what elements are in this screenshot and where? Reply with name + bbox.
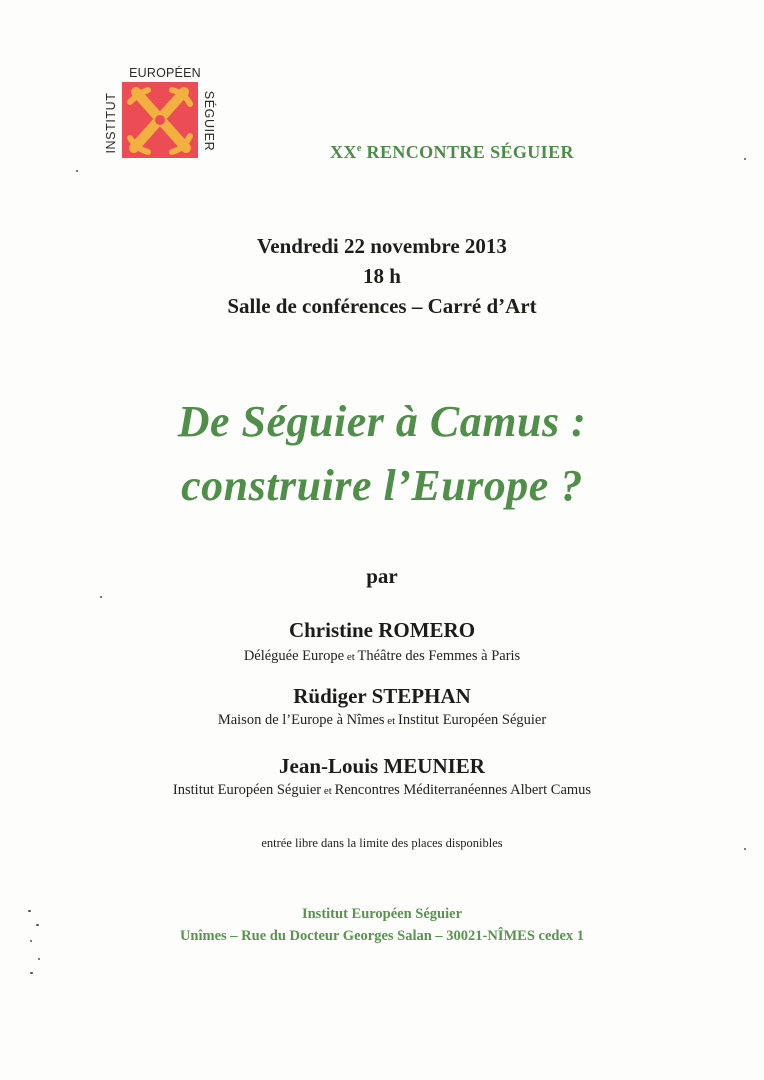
footer-institution: Institut Européen Séguier	[301, 906, 463, 922]
event-title-line-2: construire l’Europe ?	[181, 461, 583, 510]
event-series-heading	[330, 142, 574, 163]
heading-superscript: e	[356, 143, 362, 154]
affiliation-connector: et	[384, 715, 398, 727]
scan-speck	[76, 170, 78, 172]
affiliation-part: Institut Européen Séguier	[397, 712, 547, 728]
logo-left-text: INSTITUT	[104, 92, 118, 154]
by-label: par	[366, 564, 398, 588]
speaker-affiliation	[0, 648, 764, 665]
speaker-name: Christine ROMERO	[288, 618, 476, 642]
affiliation-part: Déléguée Europe	[243, 648, 345, 664]
heading-roman-numeral: XX	[330, 142, 357, 162]
logo-top-text: EUROPÉEN	[129, 66, 201, 80]
affiliation-part: Théâtre des Femmes à Paris	[357, 648, 521, 664]
affiliation-part: Institut Européen Séguier	[172, 782, 322, 798]
speaker-name: Jean-Louis MEUNIER	[279, 754, 485, 778]
scan-speck	[28, 910, 31, 912]
footer-address: Unîmes – Rue du Docteur Georges Salan – 30021-NÎMES cedex 1	[179, 928, 585, 944]
event-title-line-1: De Séguier à Camus :	[177, 397, 587, 446]
event-place: Salle de conférences – Carré d’Art	[227, 294, 537, 318]
scan-speck	[30, 940, 32, 942]
affiliation-connector: et	[344, 651, 358, 663]
institut-logo	[106, 66, 222, 166]
affiliation-part: Maison de l’Europe à Nîmes	[217, 712, 385, 728]
scan-speck	[744, 158, 746, 160]
speaker-affiliation	[0, 782, 764, 799]
speaker-affiliation	[0, 712, 764, 729]
speaker-name: Rüdiger STEPHAN	[293, 684, 471, 708]
logo-right-text: SÉGUIER	[202, 90, 216, 152]
scan-speck	[36, 924, 39, 926]
event-time: 18 h	[363, 264, 401, 288]
scan-speck	[100, 596, 102, 598]
entry-note: entrée libre dans la limite des places disponibles	[261, 836, 503, 850]
event-date: Vendredi 22 novembre 2013	[257, 234, 507, 258]
scan-speck	[30, 972, 33, 974]
cross-emblem-icon	[122, 82, 198, 158]
affiliation-part: Rencontres Méditerranéennes Albert Camus	[334, 782, 592, 798]
logo-emblem	[122, 82, 198, 158]
scan-speck	[38, 958, 40, 960]
scan-speck	[744, 848, 746, 850]
affiliation-connector: et	[321, 785, 335, 797]
heading-rest: RENCONTRE SÉGUIER	[361, 142, 574, 162]
